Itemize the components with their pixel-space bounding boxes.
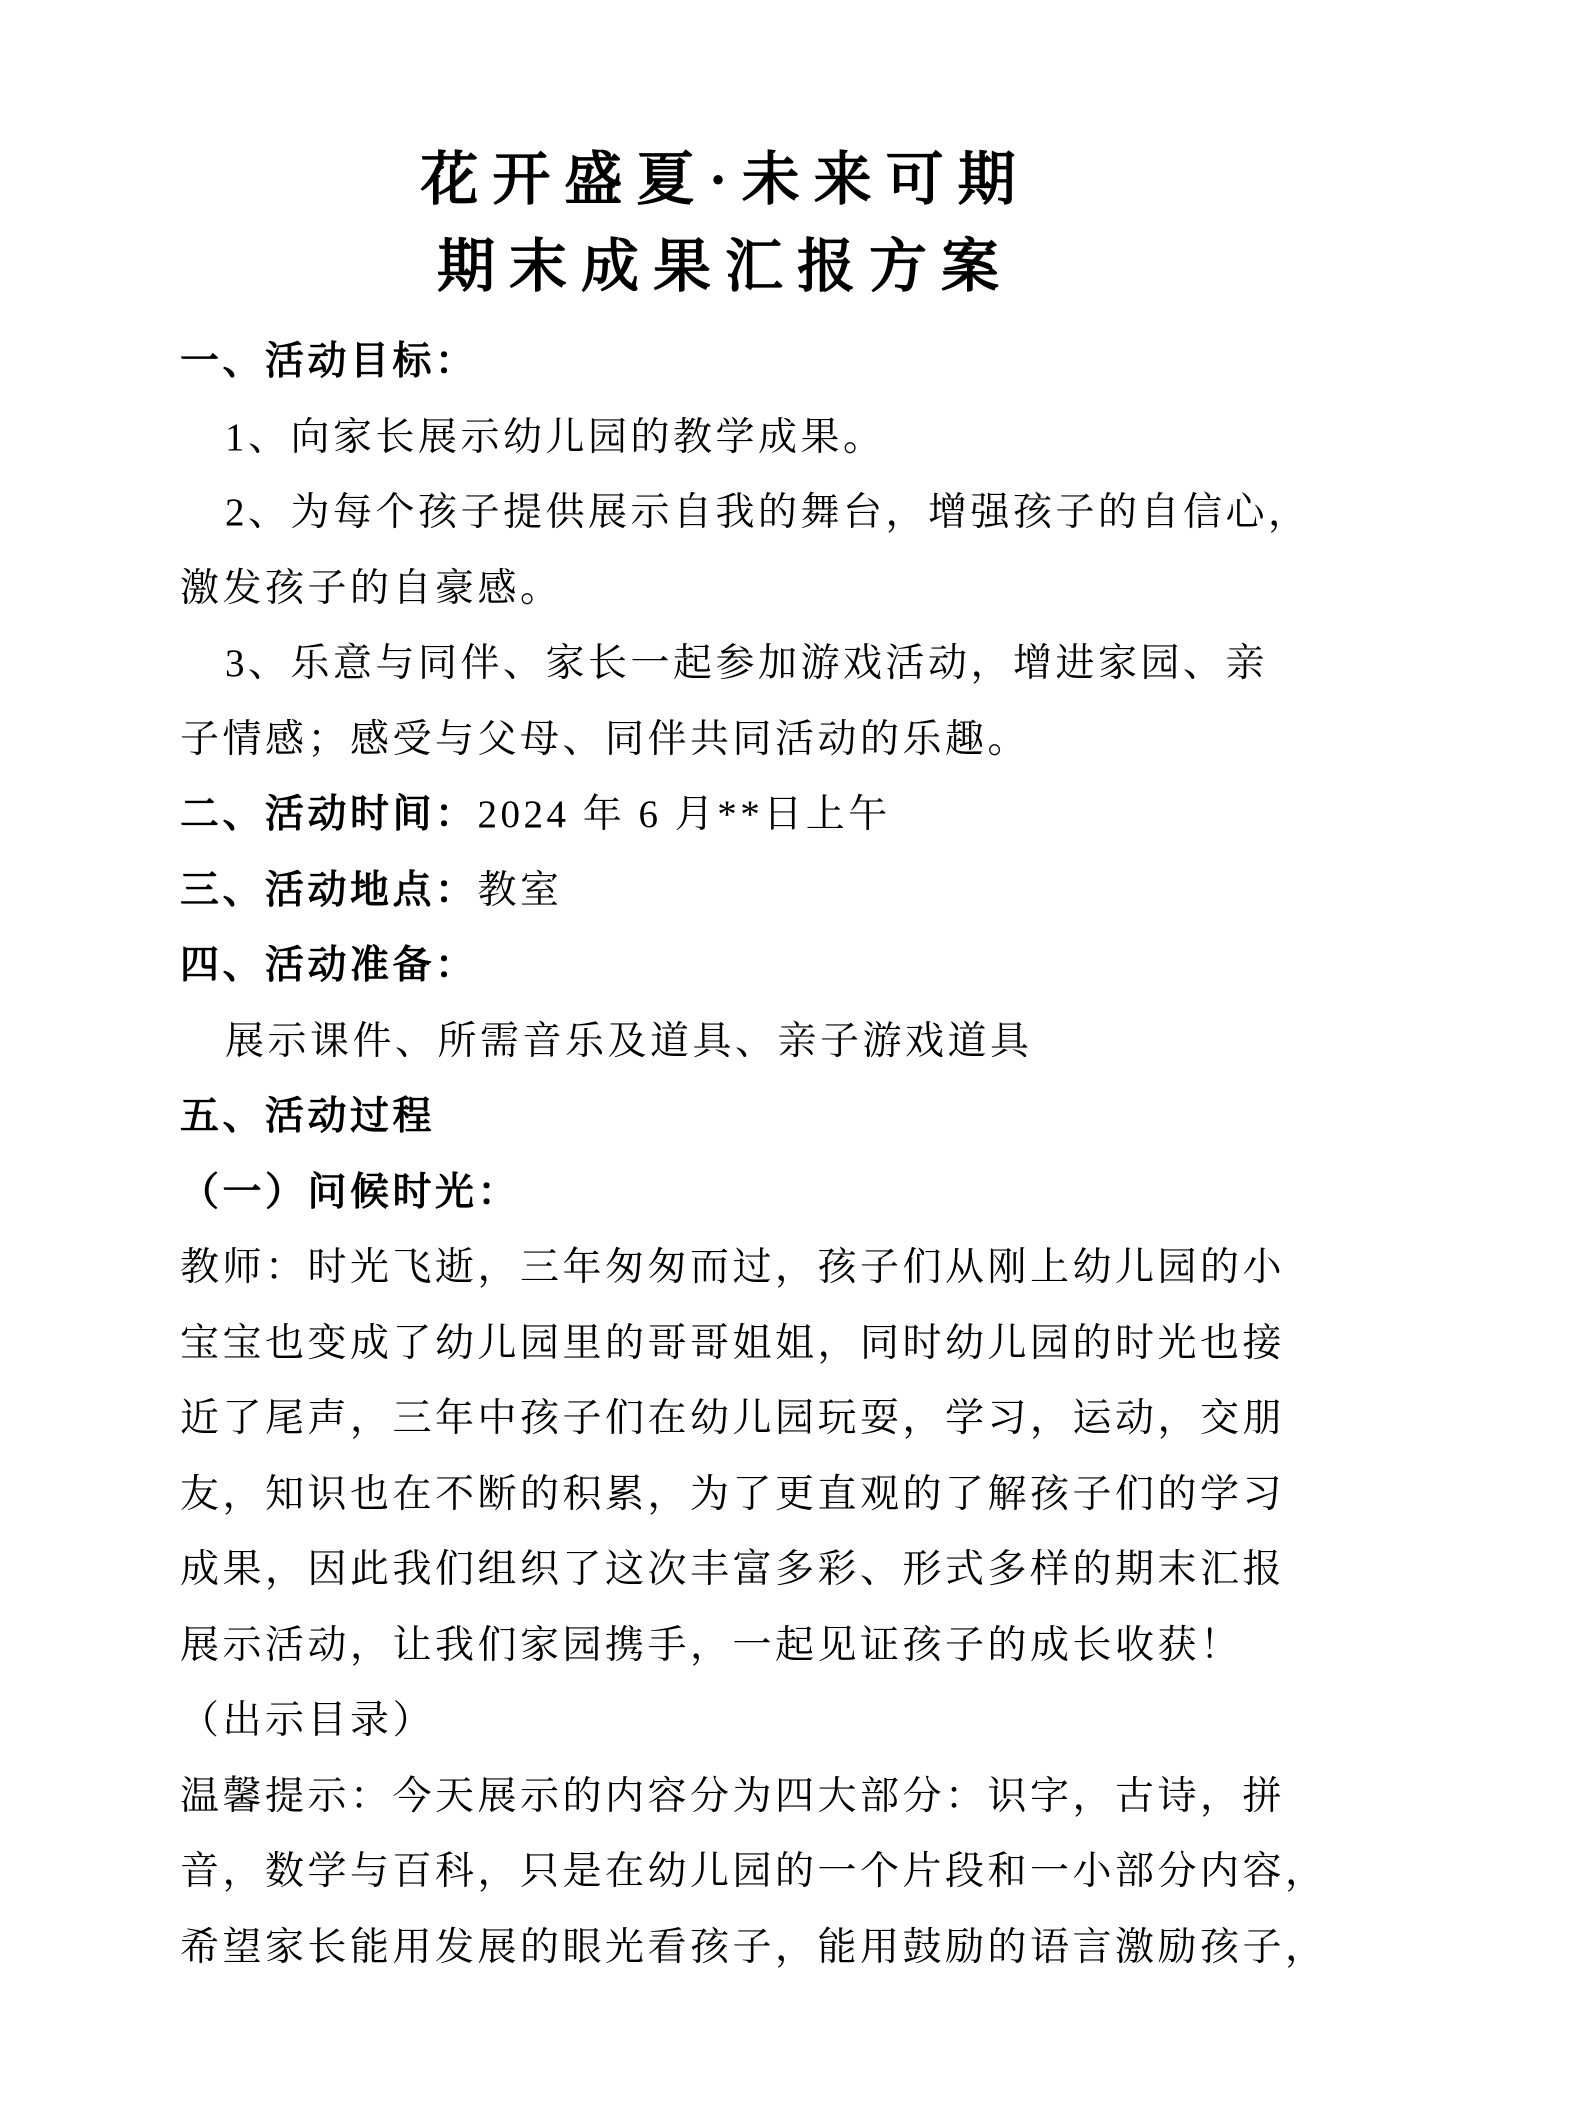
- document-title-block: [0, 0, 1450, 310]
- teacher-speech-line4: 友，知识也在不断的积累，为了更直观的了解孩子们的学习: [180, 1472, 1286, 1516]
- teacher-speech-line3: 近了尾声，三年中孩子们在幼儿园玩耍，学习，运动，交朋: [180, 1397, 1286, 1440]
- heading-greeting-time: （一）问候时光：: [180, 1170, 521, 1214]
- activity-time-label: 二、活动时间：: [180, 793, 478, 836]
- goal-item-2-line1: 2、为每个孩子提供展示自我的舞台，增强孩子的自信心，: [225, 491, 1311, 534]
- warm-tip-line1: 温馨提示：今天展示的内容分为四大部分：识字，古诗，拼: [180, 1774, 1286, 1818]
- activity-time-value: 2024 年 6 月**日上午: [477, 793, 891, 836]
- document-body: [180, 324, 1487, 1985]
- heading-activity-time: [180, 777, 1487, 853]
- document-title-line2: 期末成果汇报方案: [436, 234, 1013, 299]
- document-title-line1: 花开盛夏·未来可期: [420, 147, 1030, 212]
- goal-item-3-line2: 子情感；感受与父母、同伴共同活动的乐趣。: [180, 717, 1031, 761]
- heading-activity-process: 五、活动过程: [180, 1095, 436, 1138]
- heading-activity-preparation: 四、活动准备：: [180, 944, 478, 987]
- teacher-speech-line6: 展示活动，让我们家园携手，一起见证孩子的成长收获！: [180, 1623, 1243, 1667]
- activity-place-label: 三、活动地点：: [180, 868, 478, 912]
- stage-direction-show-catalog: （出示目录）: [180, 1699, 436, 1742]
- teacher-speech-line2: 宝宝也变成了幼儿园里的哥哥姐姐，同时幼儿园的时光也接: [180, 1321, 1286, 1365]
- goal-item-2-line2: 激发孩子的自豪感。: [180, 566, 563, 610]
- teacher-speech-line1: 教师：时光飞逝，三年匆匆而过，孩子们从刚上幼儿园的小: [180, 1246, 1286, 1289]
- warm-tip-line3: 希望家长能用发展的眼光看孩子，能用鼓励的语言激励孩子，: [180, 1925, 1328, 1969]
- heading-activity-goals: 一、活动目标：: [180, 340, 478, 383]
- goal-item-1: 1、向家长展示幼儿园的教学成果。: [225, 415, 886, 459]
- activity-place-value: 教室: [477, 868, 563, 912]
- heading-activity-place: [180, 853, 1487, 929]
- goal-item-3-line1: 3、乐意与同伴、家长一起参加游戏活动，增进家园、亲: [225, 642, 1269, 685]
- warm-tip-line2: 音，数学与百科，只是在幼儿园的一个片段和一小部分内容，: [180, 1850, 1328, 1893]
- preparation-items: 展示课件、所需音乐及道具、亲子游戏道具: [225, 1019, 1033, 1063]
- teacher-speech-line5: 成果，因此我们组织了这次丰富多彩、形式多样的期末汇报: [180, 1548, 1286, 1591]
